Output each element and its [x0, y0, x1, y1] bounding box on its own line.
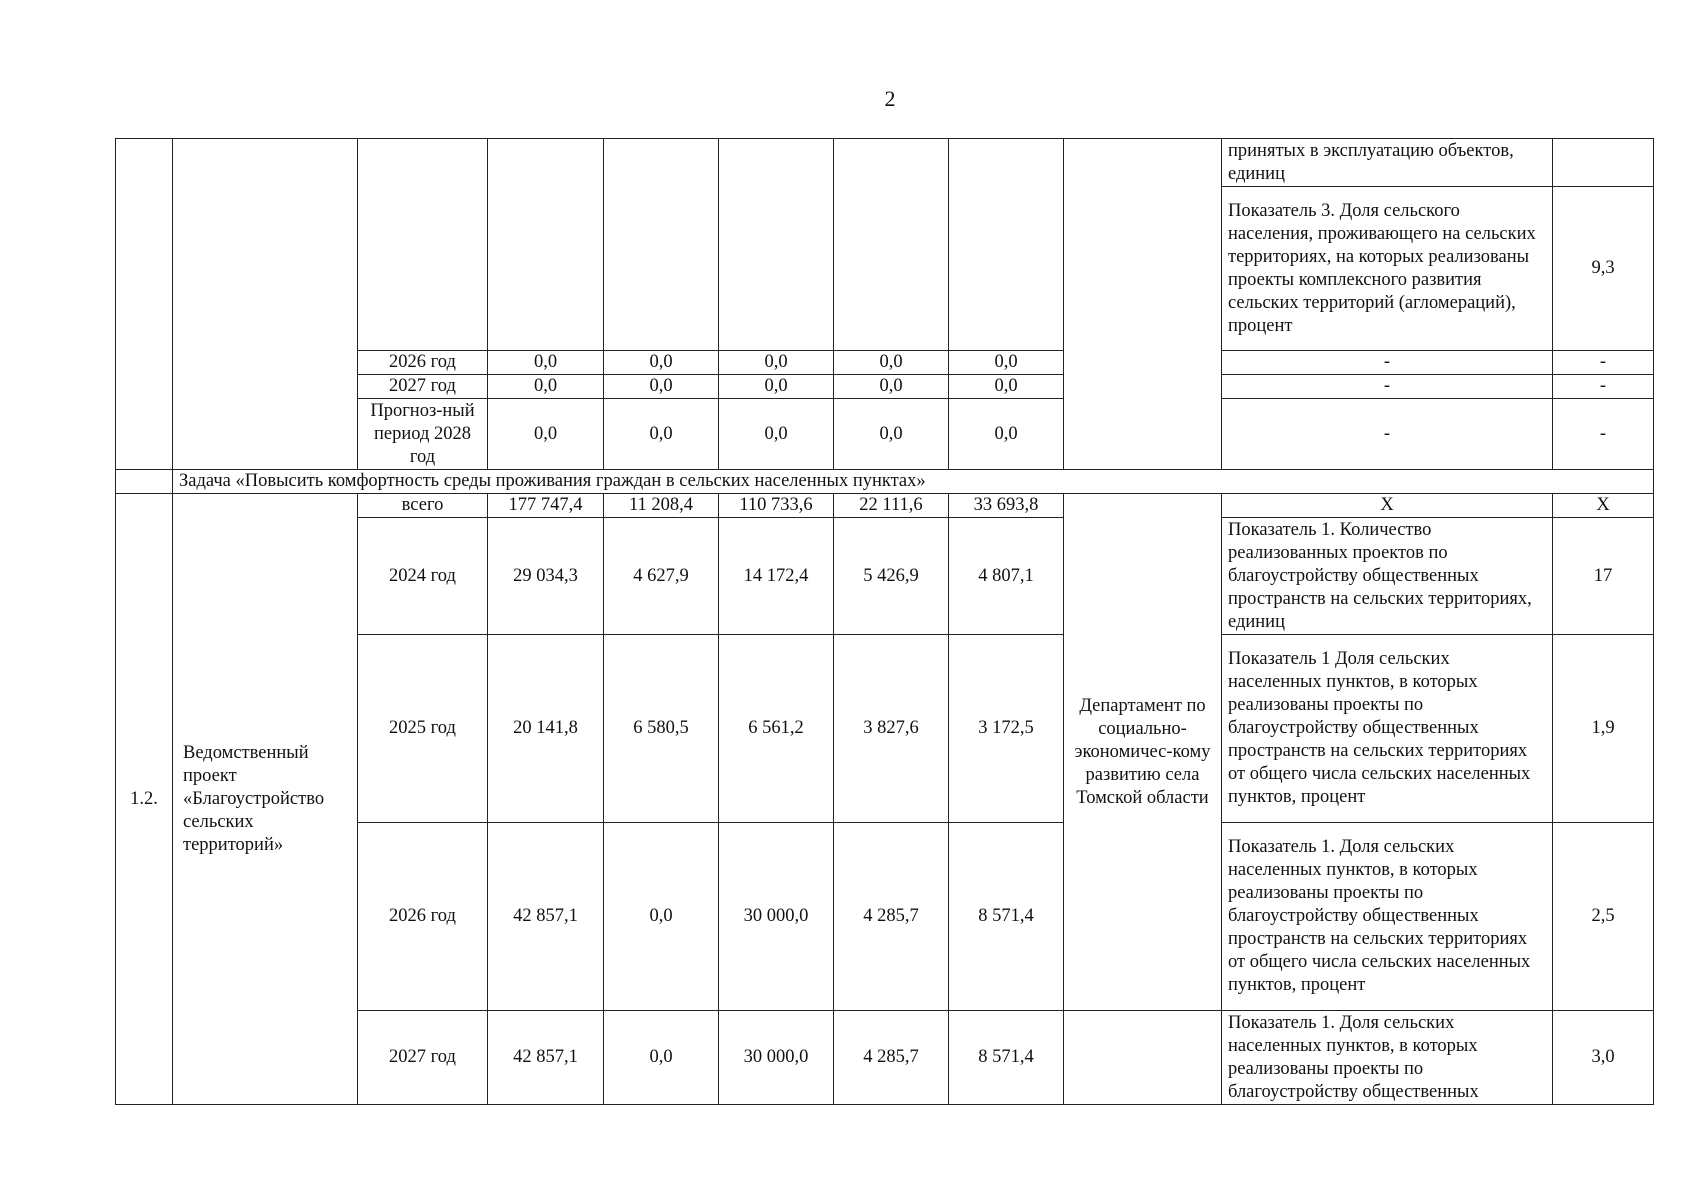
value-cell: 0,0 [488, 375, 604, 399]
indicator-text: Показатель 1. Количество реализованных проектов по благоустройству общественных пространств на сельских территориях, единиц [1222, 518, 1553, 635]
value-cell: 14 172,4 [719, 518, 834, 635]
name-cell-empty [173, 139, 358, 470]
value-cell: 4 285,7 [834, 1011, 949, 1105]
indicator-value: 17 [1553, 518, 1654, 635]
value-cell: 42 857,1 [488, 823, 604, 1011]
value-cell-empty [488, 139, 604, 351]
value-cell: 3 827,6 [834, 635, 949, 823]
value-cell: 0,0 [719, 375, 834, 399]
value-cell: 0,0 [719, 351, 834, 375]
value-cell-empty [604, 139, 719, 351]
value-cell: 22 111,6 [834, 494, 949, 518]
value-cell: 0,0 [834, 399, 949, 470]
value-cell: 0,0 [949, 399, 1064, 470]
value-cell: 42 857,1 [488, 1011, 604, 1105]
period-label: 2026 год [358, 351, 488, 375]
period-label: 2025 год [358, 635, 488, 823]
project-name: Ведомственный проект «Благоустройство сельских территорий» [173, 494, 358, 1105]
department-cell-empty [1064, 1011, 1222, 1105]
period-label: 2027 год [358, 375, 488, 399]
value-cell: 0,0 [604, 1011, 719, 1105]
value-cell: 6 580,5 [604, 635, 719, 823]
indicator-x: Х [1222, 494, 1553, 518]
value-cell: 0,0 [488, 351, 604, 375]
period-label: 2027 год [358, 1011, 488, 1105]
value-cell: 3 172,5 [949, 635, 1064, 823]
indicator-value: 1,9 [1553, 635, 1654, 823]
value-cell-empty [949, 139, 1064, 351]
indicator-3-value: 9,3 [1553, 187, 1654, 351]
task-title: Задача «Повысить комфортность среды проживания граждан в сельских населенных пунктах» [173, 470, 1654, 494]
period-label: всего [358, 494, 488, 518]
budget-table [115, 138, 1654, 1105]
indicator-dash: - [1222, 399, 1553, 470]
indicator-value: 2,5 [1553, 823, 1654, 1011]
value-cell: 8 571,4 [949, 1011, 1064, 1105]
value-cell: 110 733,6 [719, 494, 834, 518]
value-cell: 0,0 [604, 399, 719, 470]
period-label: 2024 год [358, 518, 488, 635]
value-cell: 8 571,4 [949, 823, 1064, 1011]
period-cell-empty [358, 139, 488, 351]
page-number: 2 [884, 86, 896, 111]
value-cell: 4 627,9 [604, 518, 719, 635]
value-cell: 30 000,0 [719, 823, 834, 1011]
indicator-text: Показатель 1 Доля сельских населенных пунктов, в которых реализованы проекты по благоустройству общественных пространств на сельских территориях от общего числа сельских населенных пунктов, процент [1222, 635, 1553, 823]
value-cell: 4 807,1 [949, 518, 1064, 635]
value-cell: 29 034,3 [488, 518, 604, 635]
value-cell: 4 285,7 [834, 823, 949, 1011]
department-cell-empty [1064, 139, 1222, 470]
value-cell: 0,0 [834, 351, 949, 375]
indicator-value-dash: - [1553, 399, 1654, 470]
indicator-value-x: Х [1553, 494, 1654, 518]
indicator-dash: - [1222, 375, 1553, 399]
indicator-text: Показатель 1. Доля сельских населенных пунктов, в которых реализованы проекты по благоустройству общественных пространств на сельских территориях от общего числа сельских населенных пунктов, процент [1222, 823, 1553, 1011]
task-number-empty [116, 470, 173, 494]
value-cell: 5 426,9 [834, 518, 949, 635]
value-cell-empty [719, 139, 834, 351]
value-cell: 0,0 [604, 823, 719, 1011]
value-cell: 0,0 [719, 399, 834, 470]
value-cell: 11 208,4 [604, 494, 719, 518]
indicator-value-dash: - [1553, 375, 1654, 399]
value-cell: 0,0 [949, 375, 1064, 399]
indicator-value-dash: - [1553, 351, 1654, 375]
department: Департамент по социально-экономичес-кому развитию села Томской области [1064, 494, 1222, 1011]
value-cell: 0,0 [949, 351, 1064, 375]
value-cell: 20 141,8 [488, 635, 604, 823]
value-cell: 0,0 [604, 375, 719, 399]
period-label: 2026 год [358, 823, 488, 1011]
number-cell-empty [116, 139, 173, 470]
value-cell: 177 747,4 [488, 494, 604, 518]
project-number: 1.2. [116, 494, 173, 1105]
value-cell: 0,0 [488, 399, 604, 470]
indicator-3: Показатель 3. Доля сельского населения, проживающего на сельских территориях, на которых реализованы проекты комплексного развития сельских территорий (агломераций), процент [1222, 187, 1553, 351]
value-cell: 0,0 [834, 375, 949, 399]
value-cell: 30 000,0 [719, 1011, 834, 1105]
indicator-dash: - [1222, 351, 1553, 375]
value-cell: 6 561,2 [719, 635, 834, 823]
indicator-text: Показатель 1. Доля сельских населенных пунктов, в которых реализованы проекты по благоустройству общественных [1222, 1011, 1553, 1105]
value-cell: 33 693,8 [949, 494, 1064, 518]
value-cell: 0,0 [604, 351, 719, 375]
period-label: Прогноз-ный период 2028 год [358, 399, 488, 470]
value-cell-empty [834, 139, 949, 351]
indicator-value-empty [1553, 139, 1654, 187]
indicator-continued: принятых в эксплуатацию объектов, единиц [1222, 139, 1553, 187]
indicator-value: 3,0 [1553, 1011, 1654, 1105]
